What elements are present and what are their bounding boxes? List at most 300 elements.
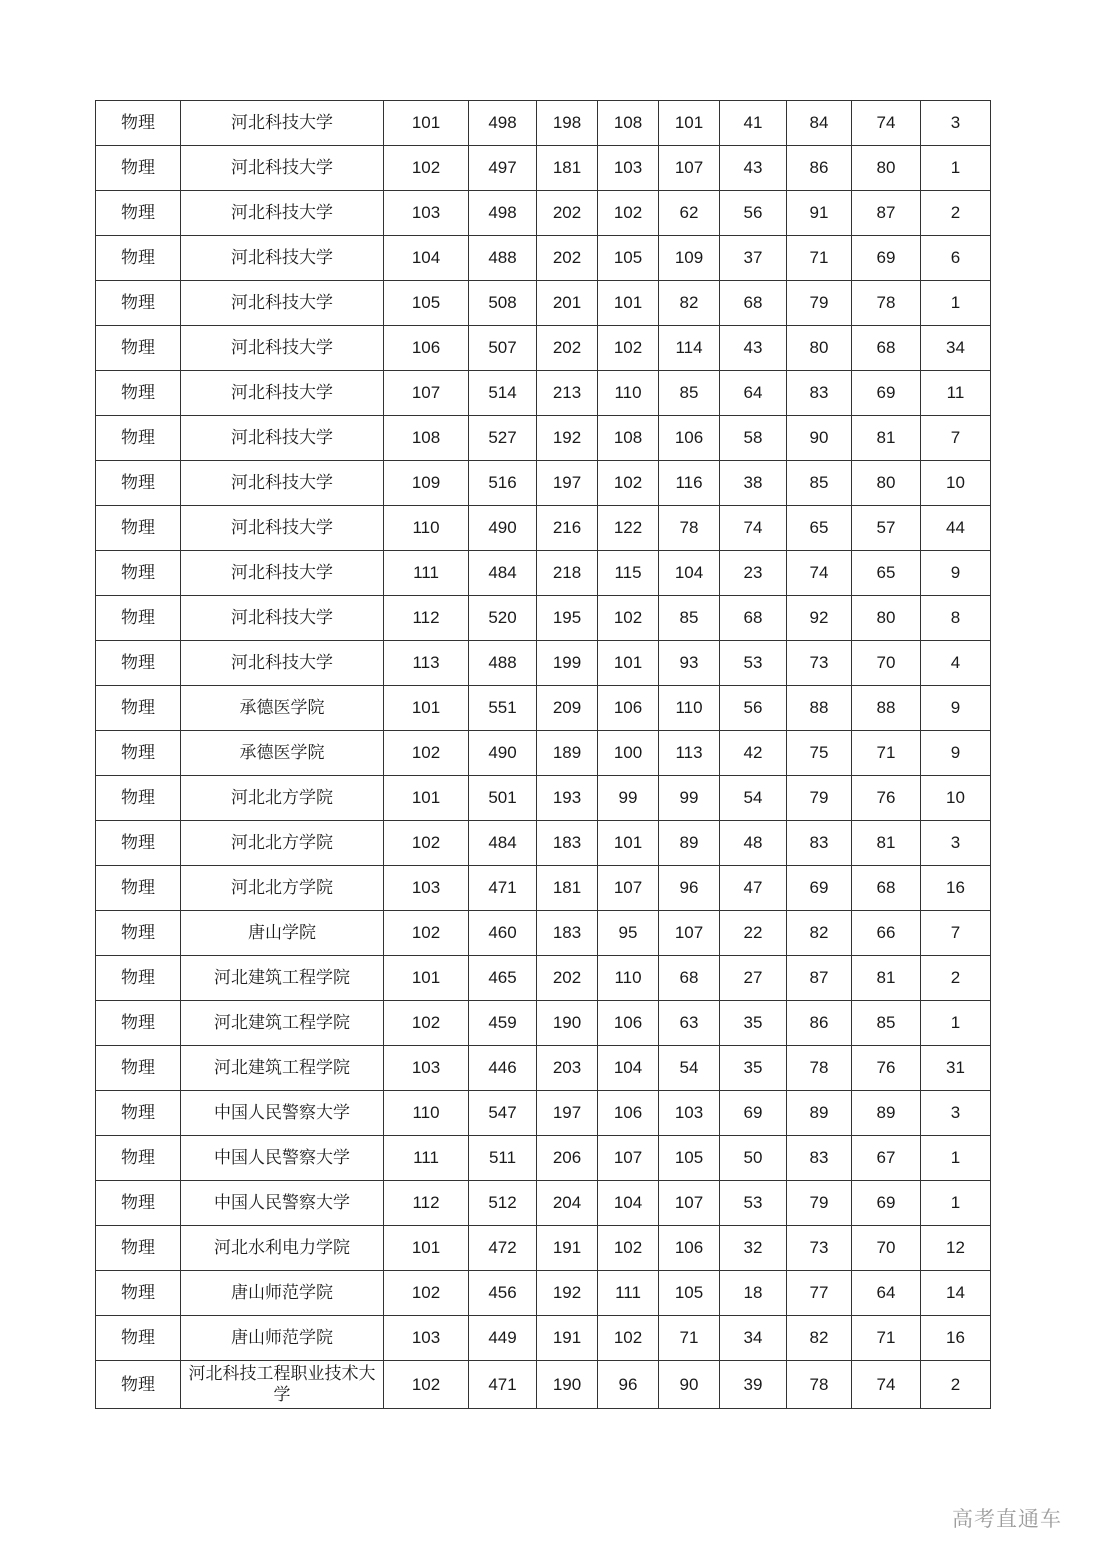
value-cell: 80: [852, 596, 921, 641]
value-cell: 1: [921, 146, 991, 191]
value-cell: 65: [852, 551, 921, 596]
value-cell: 102: [598, 596, 659, 641]
value-cell: 85: [787, 461, 852, 506]
subject-cell: 物理: [96, 281, 181, 326]
value-cell: 102: [598, 1316, 659, 1361]
university-cell: 河北科技大学: [181, 596, 384, 641]
university-cell: 河北科技工程职业技术大学: [181, 1361, 384, 1409]
value-cell: 190: [537, 1361, 598, 1409]
subject-cell: 物理: [96, 866, 181, 911]
value-cell: 108: [598, 101, 659, 146]
value-cell: 122: [598, 506, 659, 551]
table-row: [96, 281, 991, 326]
value-cell: 103: [659, 1091, 720, 1136]
value-cell: 80: [852, 146, 921, 191]
value-cell: 512: [469, 1181, 537, 1226]
value-cell: 107: [659, 911, 720, 956]
value-cell: 79: [787, 281, 852, 326]
value-cell: 456: [469, 1271, 537, 1316]
value-cell: 9: [921, 686, 991, 731]
value-cell: 460: [469, 911, 537, 956]
value-cell: 86: [787, 1001, 852, 1046]
subject-cell: 物理: [96, 551, 181, 596]
value-cell: 86: [787, 146, 852, 191]
value-cell: 101: [384, 1226, 469, 1271]
value-cell: 116: [659, 461, 720, 506]
value-cell: 62: [659, 191, 720, 236]
university-cell: 唐山师范学院: [181, 1271, 384, 1316]
value-cell: 488: [469, 641, 537, 686]
value-cell: 102: [598, 326, 659, 371]
value-cell: 18: [720, 1271, 787, 1316]
university-cell: 河北科技大学: [181, 326, 384, 371]
value-cell: 106: [598, 1091, 659, 1136]
table-row: [96, 551, 991, 596]
table-row: [96, 371, 991, 416]
value-cell: 104: [598, 1046, 659, 1091]
value-cell: 110: [384, 1091, 469, 1136]
value-cell: 105: [659, 1136, 720, 1181]
value-cell: 83: [787, 1136, 852, 1181]
value-cell: 82: [787, 1316, 852, 1361]
value-cell: 83: [787, 371, 852, 416]
value-cell: 69: [852, 236, 921, 281]
table-row: [96, 641, 991, 686]
value-cell: 11: [921, 371, 991, 416]
value-cell: 181: [537, 866, 598, 911]
value-cell: 54: [659, 1046, 720, 1091]
value-cell: 183: [537, 821, 598, 866]
value-cell: 68: [659, 956, 720, 1001]
value-cell: 69: [720, 1091, 787, 1136]
subject-cell: 物理: [96, 236, 181, 281]
value-cell: 102: [384, 821, 469, 866]
value-cell: 78: [659, 506, 720, 551]
value-cell: 204: [537, 1181, 598, 1226]
value-cell: 32: [720, 1226, 787, 1271]
value-cell: 106: [598, 686, 659, 731]
value-cell: 551: [469, 686, 537, 731]
university-cell: 唐山学院: [181, 911, 384, 956]
value-cell: 202: [537, 326, 598, 371]
university-cell: 河北科技大学: [181, 371, 384, 416]
value-cell: 38: [720, 461, 787, 506]
subject-cell: 物理: [96, 821, 181, 866]
value-cell: 78: [787, 1361, 852, 1409]
value-cell: 107: [659, 1181, 720, 1226]
table-row: [96, 1226, 991, 1271]
value-cell: 1: [921, 1001, 991, 1046]
value-cell: 193: [537, 776, 598, 821]
value-cell: 213: [537, 371, 598, 416]
value-cell: 34: [720, 1316, 787, 1361]
value-cell: 3: [921, 1091, 991, 1136]
admission-scores-table: [95, 100, 991, 1409]
value-cell: 105: [659, 1271, 720, 1316]
value-cell: 74: [787, 551, 852, 596]
table-row: [96, 731, 991, 776]
value-cell: 104: [384, 236, 469, 281]
value-cell: 53: [720, 1181, 787, 1226]
value-cell: 110: [659, 686, 720, 731]
value-cell: 203: [537, 1046, 598, 1091]
table-row: [96, 236, 991, 281]
value-cell: 102: [598, 461, 659, 506]
table-row: [96, 416, 991, 461]
value-cell: 484: [469, 551, 537, 596]
value-cell: 107: [659, 146, 720, 191]
value-cell: 96: [659, 866, 720, 911]
table-row: [96, 1271, 991, 1316]
value-cell: 35: [720, 1046, 787, 1091]
subject-cell: 物理: [96, 461, 181, 506]
value-cell: 2: [921, 191, 991, 236]
university-cell: 河北科技大学: [181, 191, 384, 236]
value-cell: 22: [720, 911, 787, 956]
value-cell: 7: [921, 911, 991, 956]
value-cell: 497: [469, 146, 537, 191]
value-cell: 41: [720, 101, 787, 146]
table-row: [96, 911, 991, 956]
value-cell: 105: [598, 236, 659, 281]
value-cell: 192: [537, 1271, 598, 1316]
value-cell: 71: [659, 1316, 720, 1361]
table-row: [96, 776, 991, 821]
value-cell: 446: [469, 1046, 537, 1091]
value-cell: 209: [537, 686, 598, 731]
value-cell: 465: [469, 956, 537, 1001]
value-cell: 71: [852, 1316, 921, 1361]
table-row: [96, 596, 991, 641]
value-cell: 74: [720, 506, 787, 551]
value-cell: 54: [720, 776, 787, 821]
value-cell: 101: [384, 686, 469, 731]
value-cell: 47: [720, 866, 787, 911]
value-cell: 113: [384, 641, 469, 686]
value-cell: 89: [659, 821, 720, 866]
value-cell: 102: [384, 911, 469, 956]
table-row: [96, 461, 991, 506]
university-cell: 河北北方学院: [181, 866, 384, 911]
value-cell: 101: [598, 641, 659, 686]
value-cell: 101: [384, 956, 469, 1001]
value-cell: 67: [852, 1136, 921, 1181]
value-cell: 69: [787, 866, 852, 911]
value-cell: 498: [469, 101, 537, 146]
value-cell: 81: [852, 416, 921, 461]
value-cell: 101: [384, 101, 469, 146]
value-cell: 34: [921, 326, 991, 371]
value-cell: 10: [921, 776, 991, 821]
table-row: [96, 686, 991, 731]
value-cell: 192: [537, 416, 598, 461]
value-cell: 101: [598, 821, 659, 866]
value-cell: 58: [720, 416, 787, 461]
value-cell: 68: [720, 281, 787, 326]
value-cell: 107: [384, 371, 469, 416]
value-cell: 101: [384, 776, 469, 821]
value-cell: 109: [659, 236, 720, 281]
subject-cell: 物理: [96, 731, 181, 776]
value-cell: 9: [921, 731, 991, 776]
value-cell: 216: [537, 506, 598, 551]
value-cell: 111: [384, 1136, 469, 1181]
value-cell: 68: [852, 866, 921, 911]
value-cell: 99: [598, 776, 659, 821]
subject-cell: 物理: [96, 956, 181, 1001]
value-cell: 69: [852, 1181, 921, 1226]
value-cell: 181: [537, 146, 598, 191]
subject-cell: 物理: [96, 191, 181, 236]
value-cell: 7: [921, 416, 991, 461]
value-cell: 110: [598, 956, 659, 1001]
value-cell: 197: [537, 1091, 598, 1136]
value-cell: 31: [921, 1046, 991, 1091]
value-cell: 547: [469, 1091, 537, 1136]
table-row: [96, 1181, 991, 1226]
value-cell: 48: [720, 821, 787, 866]
table-row: [96, 1361, 991, 1409]
table-row: [96, 506, 991, 551]
value-cell: 80: [787, 326, 852, 371]
subject-cell: 物理: [96, 776, 181, 821]
value-cell: 103: [598, 146, 659, 191]
value-cell: 488: [469, 236, 537, 281]
subject-cell: 物理: [96, 371, 181, 416]
subject-cell: 物理: [96, 101, 181, 146]
value-cell: 90: [659, 1361, 720, 1409]
value-cell: 107: [598, 1136, 659, 1181]
value-cell: 87: [787, 956, 852, 1001]
value-cell: 4: [921, 641, 991, 686]
value-cell: 93: [659, 641, 720, 686]
value-cell: 6: [921, 236, 991, 281]
table-row: [96, 191, 991, 236]
value-cell: 201: [537, 281, 598, 326]
value-cell: 16: [921, 866, 991, 911]
value-cell: 80: [852, 461, 921, 506]
subject-cell: 物理: [96, 146, 181, 191]
university-cell: 河北科技大学: [181, 416, 384, 461]
value-cell: 88: [852, 686, 921, 731]
table-row: [96, 146, 991, 191]
value-cell: 195: [537, 596, 598, 641]
value-cell: 202: [537, 956, 598, 1001]
value-cell: 527: [469, 416, 537, 461]
university-cell: 承德医学院: [181, 686, 384, 731]
university-cell: 河北科技大学: [181, 146, 384, 191]
value-cell: 218: [537, 551, 598, 596]
value-cell: 14: [921, 1271, 991, 1316]
value-cell: 111: [598, 1271, 659, 1316]
value-cell: 76: [852, 776, 921, 821]
value-cell: 191: [537, 1316, 598, 1361]
value-cell: 85: [659, 371, 720, 416]
university-cell: 河北建筑工程学院: [181, 1001, 384, 1046]
table-row: [96, 101, 991, 146]
value-cell: 106: [598, 1001, 659, 1046]
university-cell: 河北水利电力学院: [181, 1226, 384, 1271]
value-cell: 490: [469, 731, 537, 776]
value-cell: 202: [537, 191, 598, 236]
value-cell: 114: [659, 326, 720, 371]
value-cell: 90: [787, 416, 852, 461]
value-cell: 96: [598, 1361, 659, 1409]
value-cell: 84: [787, 101, 852, 146]
value-cell: 110: [384, 506, 469, 551]
subject-cell: 物理: [96, 506, 181, 551]
value-cell: 103: [384, 1046, 469, 1091]
value-cell: 79: [787, 1181, 852, 1226]
subject-cell: 物理: [96, 686, 181, 731]
value-cell: 472: [469, 1226, 537, 1271]
university-cell: 承德医学院: [181, 731, 384, 776]
value-cell: 102: [598, 1226, 659, 1271]
value-cell: 92: [787, 596, 852, 641]
value-cell: 490: [469, 506, 537, 551]
value-cell: 507: [469, 326, 537, 371]
university-cell: 中国人民警察大学: [181, 1181, 384, 1226]
university-cell: 河北建筑工程学院: [181, 1046, 384, 1091]
university-cell: 中国人民警察大学: [181, 1136, 384, 1181]
value-cell: 106: [384, 326, 469, 371]
value-cell: 71: [852, 731, 921, 776]
value-cell: 69: [852, 371, 921, 416]
value-cell: 104: [659, 551, 720, 596]
table-row: [96, 821, 991, 866]
value-cell: 43: [720, 326, 787, 371]
value-cell: 2: [921, 956, 991, 1001]
value-cell: 459: [469, 1001, 537, 1046]
value-cell: 43: [720, 146, 787, 191]
value-cell: 16: [921, 1316, 991, 1361]
value-cell: 77: [787, 1271, 852, 1316]
value-cell: 57: [852, 506, 921, 551]
value-cell: 471: [469, 866, 537, 911]
value-cell: 73: [787, 1226, 852, 1271]
value-cell: 85: [659, 596, 720, 641]
value-cell: 109: [384, 461, 469, 506]
value-cell: 103: [384, 191, 469, 236]
university-cell: 河北科技大学: [181, 101, 384, 146]
value-cell: 23: [720, 551, 787, 596]
university-cell: 河北北方学院: [181, 776, 384, 821]
value-cell: 88: [787, 686, 852, 731]
value-cell: 197: [537, 461, 598, 506]
value-cell: 82: [787, 911, 852, 956]
university-cell: 河北科技大学: [181, 506, 384, 551]
value-cell: 95: [598, 911, 659, 956]
value-cell: 83: [787, 821, 852, 866]
value-cell: 99: [659, 776, 720, 821]
value-cell: 8: [921, 596, 991, 641]
value-cell: 74: [852, 101, 921, 146]
value-cell: 56: [720, 191, 787, 236]
subject-cell: 物理: [96, 1181, 181, 1226]
value-cell: 12: [921, 1226, 991, 1271]
value-cell: 35: [720, 1001, 787, 1046]
value-cell: 70: [852, 641, 921, 686]
value-cell: 37: [720, 236, 787, 281]
value-cell: 89: [852, 1091, 921, 1136]
value-cell: 78: [852, 281, 921, 326]
subject-cell: 物理: [96, 1226, 181, 1271]
subject-cell: 物理: [96, 1091, 181, 1136]
university-cell: 河北科技大学: [181, 236, 384, 281]
value-cell: 102: [384, 1001, 469, 1046]
subject-cell: 物理: [96, 1136, 181, 1181]
value-cell: 44: [921, 506, 991, 551]
subject-cell: 物理: [96, 1316, 181, 1361]
value-cell: 189: [537, 731, 598, 776]
value-cell: 199: [537, 641, 598, 686]
value-cell: 56: [720, 686, 787, 731]
value-cell: 449: [469, 1316, 537, 1361]
value-cell: 115: [598, 551, 659, 596]
value-cell: 102: [384, 1361, 469, 1409]
value-cell: 101: [659, 101, 720, 146]
subject-cell: 物理: [96, 1271, 181, 1316]
value-cell: 112: [384, 1181, 469, 1226]
value-cell: 82: [659, 281, 720, 326]
value-cell: 100: [598, 731, 659, 776]
value-cell: 190: [537, 1001, 598, 1046]
value-cell: 81: [852, 956, 921, 1001]
value-cell: 516: [469, 461, 537, 506]
value-cell: 1: [921, 281, 991, 326]
value-cell: 85: [852, 1001, 921, 1046]
value-cell: 89: [787, 1091, 852, 1136]
university-cell: 河北科技大学: [181, 551, 384, 596]
table-row: [96, 1136, 991, 1181]
value-cell: 484: [469, 821, 537, 866]
value-cell: 113: [659, 731, 720, 776]
subject-cell: 物理: [96, 1001, 181, 1046]
value-cell: 514: [469, 371, 537, 416]
subject-cell: 物理: [96, 1361, 181, 1409]
value-cell: 81: [852, 821, 921, 866]
table-row: [96, 1091, 991, 1136]
value-cell: 498: [469, 191, 537, 236]
value-cell: 110: [598, 371, 659, 416]
value-cell: 75: [787, 731, 852, 776]
value-cell: 53: [720, 641, 787, 686]
value-cell: 1: [921, 1181, 991, 1226]
value-cell: 508: [469, 281, 537, 326]
value-cell: 106: [659, 416, 720, 461]
university-cell: 河北科技大学: [181, 461, 384, 506]
value-cell: 101: [598, 281, 659, 326]
table-row: [96, 1001, 991, 1046]
value-cell: 3: [921, 821, 991, 866]
value-cell: 108: [384, 416, 469, 461]
value-cell: 10: [921, 461, 991, 506]
value-cell: 66: [852, 911, 921, 956]
table-row: [96, 326, 991, 371]
university-cell: 唐山师范学院: [181, 1316, 384, 1361]
value-cell: 39: [720, 1361, 787, 1409]
value-cell: 2: [921, 1361, 991, 1409]
value-cell: 71: [787, 236, 852, 281]
table-row: [96, 956, 991, 1001]
value-cell: 64: [720, 371, 787, 416]
subject-cell: 物理: [96, 596, 181, 641]
university-cell: 河北科技大学: [181, 641, 384, 686]
value-cell: 108: [598, 416, 659, 461]
value-cell: 68: [720, 596, 787, 641]
value-cell: 103: [384, 866, 469, 911]
value-cell: 9: [921, 551, 991, 596]
